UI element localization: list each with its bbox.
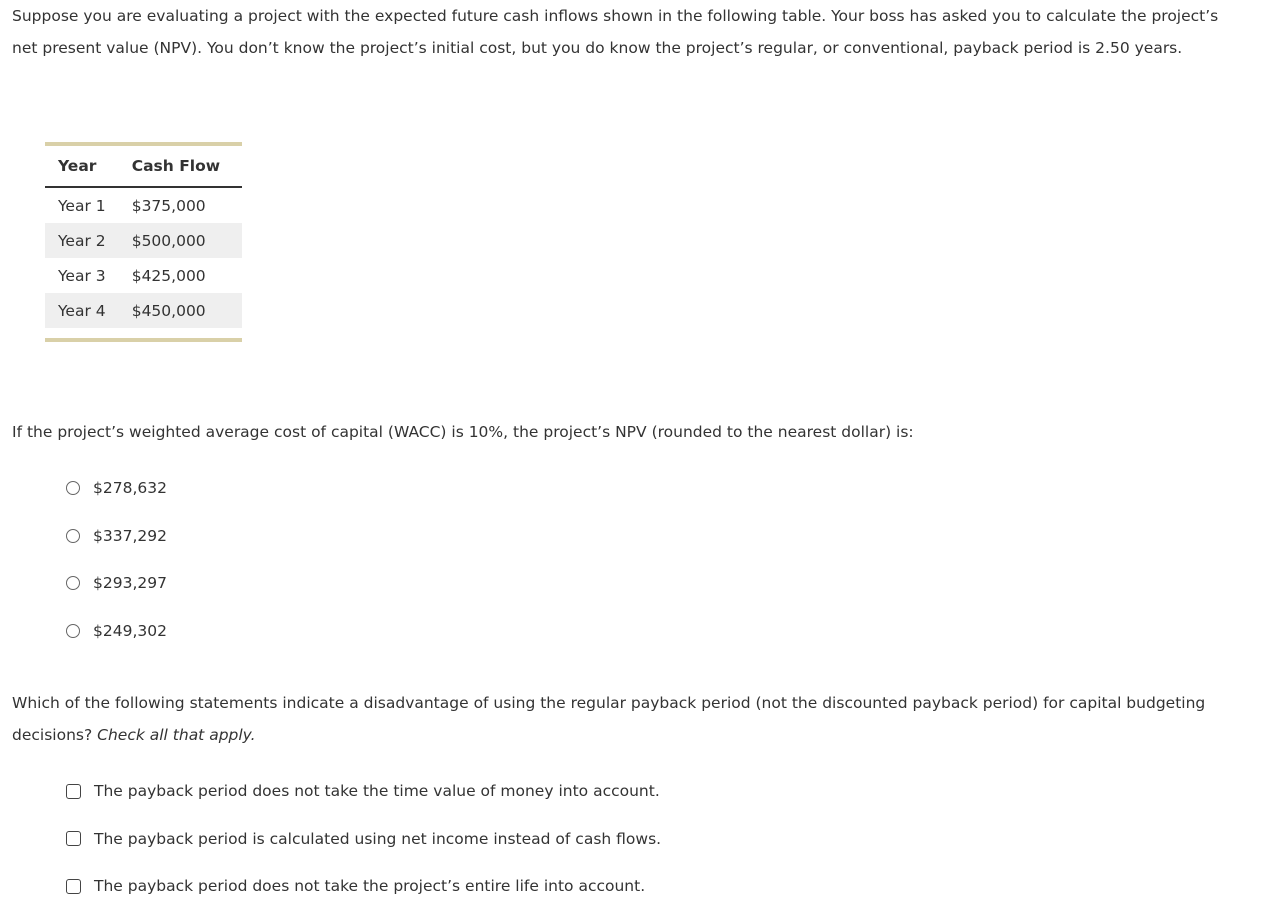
checkbox[interactable] bbox=[66, 879, 81, 894]
cash-flow-cell: $500,000 bbox=[119, 223, 242, 258]
check-all-instruction: Check all that apply. bbox=[97, 726, 256, 744]
checkbox[interactable] bbox=[66, 831, 81, 846]
npv-option-2[interactable] bbox=[66, 518, 167, 554]
option-label[interactable]: $293,297 bbox=[93, 574, 167, 592]
option-label[interactable]: $249,302 bbox=[93, 621, 167, 640]
option-label[interactable]: $337,292 bbox=[93, 526, 167, 545]
cash-flow-cell: $375,000 bbox=[131, 196, 206, 215]
table-bottom-bar bbox=[45, 338, 242, 342]
npv-option-1[interactable] bbox=[66, 470, 167, 506]
payback-question-text: Which of the following statements indicate a disadvantage of using the regular payback period (not the discounted payback period) for capital budgeting decisions? bbox=[12, 694, 1206, 744]
payback-question bbox=[12, 687, 1247, 751]
radio-button[interactable] bbox=[66, 481, 80, 495]
intro-paragraph: Suppose you are evaluating a project with the expected future cash inflows shown in the following table. Your boss has asked you to calculate the project’s net present value (NPV). You don’t know the project’s initial cost, but you do know the project’s regular, or conventional, payback period is 2.50 years. bbox=[12, 7, 1219, 57]
cash-flow-cell: $425,000 bbox=[131, 266, 206, 285]
table-row bbox=[45, 258, 242, 293]
statement-label[interactable]: The payback period is calculated using net income instead of cash flows. bbox=[94, 829, 662, 848]
column-header-year: Year bbox=[45, 146, 119, 187]
option-label[interactable]: $278,632 bbox=[93, 479, 167, 497]
checkbox[interactable] bbox=[66, 784, 81, 799]
radio-button[interactable] bbox=[66, 624, 80, 638]
npv-options bbox=[66, 470, 167, 660]
year-cell: Year 3 bbox=[58, 266, 106, 285]
npv-option-4[interactable] bbox=[66, 613, 167, 649]
statement-label[interactable]: The payback period does not take the time value of money into account. bbox=[94, 782, 660, 800]
statement-option-1[interactable] bbox=[66, 773, 661, 809]
table-row bbox=[45, 293, 242, 328]
radio-button[interactable] bbox=[66, 576, 80, 590]
table-row bbox=[45, 187, 242, 223]
radio-button[interactable] bbox=[66, 529, 80, 543]
table-row bbox=[45, 223, 242, 258]
statement-option-3[interactable] bbox=[66, 868, 661, 904]
npv-question: If the project’s weighted average cost of capital (WACC) is 10%, the project’s NPV (rounded to the nearest dollar) is: bbox=[12, 423, 914, 441]
year-cell: Year 2 bbox=[45, 223, 119, 258]
statement-option-2[interactable] bbox=[66, 821, 661, 857]
year-cell: Year 1 bbox=[58, 196, 106, 215]
year-cell: Year 4 bbox=[45, 293, 119, 328]
statement-label[interactable]: The payback period does not take the project’s entire life into account. bbox=[94, 877, 646, 895]
column-header-cash-flow: Cash Flow bbox=[119, 146, 242, 187]
statement-options bbox=[66, 773, 661, 916]
cash-flow-cell: $450,000 bbox=[119, 293, 242, 328]
cash-flow-table bbox=[45, 142, 242, 342]
npv-option-3[interactable] bbox=[66, 565, 167, 601]
